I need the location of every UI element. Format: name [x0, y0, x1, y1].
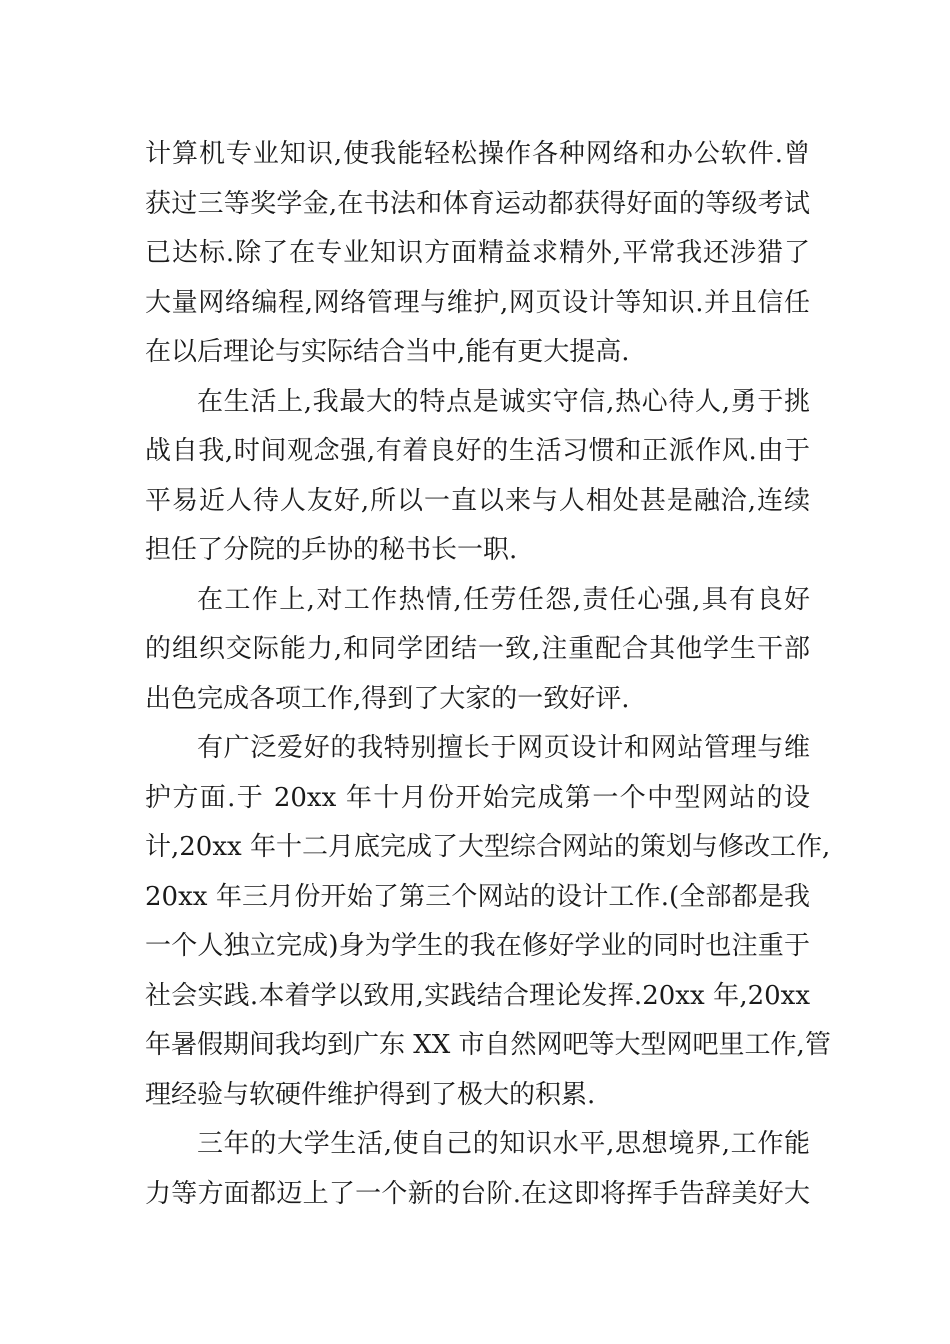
text-line: 20xx 年三月份开始了第三个网站的设计工作.(全部都是我 [145, 881, 810, 912]
text-line: 三年的大学生活,使自己的知识水平,思想境界,工作能 [197, 1129, 810, 1159]
paragraph [145, 1120, 810, 1219]
document-body [145, 130, 831, 1219]
text-line: 在工作上,对工作热情,任劳任怨,责任心强,具有良好 [197, 584, 810, 615]
text-line: 计,20xx 年十二月底完成了大型综合网站的策划与修改工作, [145, 832, 831, 862]
text-line: 在以后理论与实际结合当中,能有更大提高. [145, 337, 630, 367]
text-line: 已达标.除了在专业知识方面精益求精外,平常我还涉猎了 [145, 238, 810, 268]
text-line: 年暑假期间我均到广东 XX 市自然网吧等大型网吧里工作,管 [145, 1030, 831, 1060]
text-line: 一个人独立完成)身为学生的我在修好学业的同时也注重于 [145, 931, 810, 961]
paragraph [145, 576, 810, 725]
text-line: 社会实践.本着学以致用,实践结合理论发挥.20xx 年,20xx [145, 980, 810, 1011]
text-line: 力等方面都迈上了一个新的台阶.在这即将挥手告辞美好大 [145, 1178, 810, 1209]
text-line: 在生活上,我最大的特点是诚实守信,热心待人,勇于挑 [197, 386, 810, 417]
text-line: 有广泛爱好的我特别擅长于网页设计和网站管理与维 [197, 733, 810, 763]
paragraph [145, 724, 831, 1120]
text-line: 出色完成各项工作,得到了大家的一致好评. [145, 683, 630, 714]
text-line: 获过三等奖学金,在书法和体育运动都获得好面的等级考试 [145, 188, 810, 219]
text-line: 担任了分院的乒协的秘书长一职. [145, 535, 518, 565]
text-line: 护方面.于 20xx 年十月份开始完成第一个中型网站的设 [145, 782, 810, 813]
text-line: 计算机专业知识,使我能轻松操作各种网络和办公软件.曾 [145, 139, 810, 169]
paragraph [145, 378, 810, 576]
text-line: 的组织交际能力,和同学团结一致,注重配合其他学生干部 [145, 634, 810, 664]
text-line: 平易近人待人友好,所以一直以来与人相处甚是融洽,连续 [145, 485, 810, 516]
text-line: 大量网络编程,网络管理与维护,网页设计等知识.并且信任 [145, 287, 810, 318]
paragraph [145, 130, 810, 378]
text-line: 理经验与软硬件维护得到了极大的积累. [145, 1079, 596, 1110]
text-line: 战自我,时间观念强,有着良好的生活习惯和正派作风.由于 [145, 436, 810, 466]
